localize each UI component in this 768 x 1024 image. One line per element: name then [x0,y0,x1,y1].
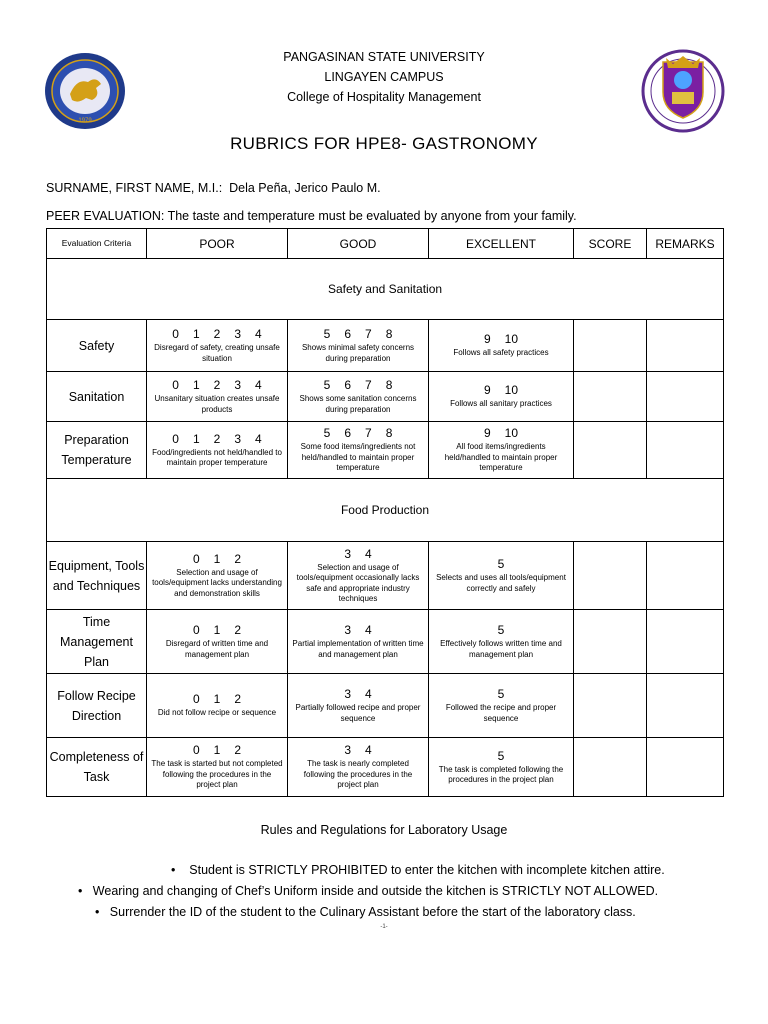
poor-description: Disregard of safety, creating unsafe situation [154,343,280,363]
score-value: 1 [213,551,221,566]
rubric-row [47,674,724,738]
good-cell [288,738,429,797]
poor-cell [147,422,288,479]
header-criteria: Evaluation Criteria [47,229,147,259]
poor-scores [147,432,287,446]
score-value: 0 [192,692,200,707]
score-value: 4 [365,546,372,561]
score-value: 4 [255,431,262,446]
score-value: 7 [365,327,372,341]
score-value: 0 [172,327,179,341]
score-value: 3 [344,623,351,637]
score-input-cell[interactable] [574,674,647,738]
good-cell [288,320,429,372]
score-value: 1 [192,431,200,446]
score-value: 2 [234,743,242,758]
good-scores [288,687,428,701]
name-label: SURNAME, FIRST NAME, M.I.: [46,181,223,195]
excellent-cell [429,320,574,372]
score-value: 2 [234,692,242,707]
rubric-row [47,610,724,674]
excellent-cell [429,422,574,479]
score-value: 6 [344,327,351,341]
score-value: 9 [483,383,491,398]
remarks-input-cell[interactable] [647,610,724,674]
excellent-scores [429,749,573,763]
rubric-row [47,542,724,610]
good-cell [288,674,429,738]
good-scores [288,743,428,757]
score-value: 7 [365,426,372,441]
campus-name: LINGAYEN CAMPUS [324,70,444,84]
rubric-row [47,422,724,479]
score-value: 2 [213,327,221,341]
criteria-cell: Completeness of Task [47,738,147,797]
criteria-cell: Sanitation [47,372,147,422]
criteria-cell: Equipment, Tools and Techniques [47,542,147,610]
excellent-description: Effectively follows written time and management plan [440,639,562,659]
poor-description: Selection and usage of tools/equipment lacks understanding and demonstration skills [152,567,282,598]
score-value: 4 [365,687,372,701]
excellent-scores [429,426,573,440]
score-value: 3 [344,546,351,561]
good-scores [288,426,428,440]
criteria-cell: Follow Recipe Direction [47,674,147,738]
score-input-cell[interactable] [574,610,647,674]
poor-scores [147,327,287,341]
header-remarks: REMARKS [647,229,724,259]
good-cell [288,610,429,674]
score-value: 5 [497,557,505,571]
student-name-line [46,181,381,195]
excellent-scores [429,623,573,637]
header-excellent: EXCELLENT [429,229,574,259]
excellent-scores [429,332,573,346]
score-value: 2 [234,551,242,566]
excellent-cell [429,610,574,674]
score-value: 1 [213,623,221,637]
poor-scores [147,623,287,637]
score-value: 3 [234,431,242,446]
excellent-description: All food items/ingredients held/handled to maintain proper temperature [444,442,558,473]
good-cell [288,422,429,479]
score-value: 5 [497,687,505,701]
excellent-description: The task is completed following the procedures in the project plan [438,764,564,784]
score-value: 1 [213,692,221,707]
score-value: 5 [323,378,331,392]
criteria-cell: Safety [47,320,147,372]
excellent-description: Follows all sanitary practices [450,399,552,409]
score-value: 9 [483,332,491,347]
score-value: 3 [234,327,242,341]
rubric-row [47,320,724,372]
poor-description: Unsanitary situation creates unsafe products [154,394,280,414]
poor-scores [147,692,287,706]
score-value: 5 [497,748,505,763]
section-title: Food Production [47,479,724,542]
good-scores [288,623,428,637]
page-number: -1- [380,924,388,930]
poor-scores [147,552,287,566]
poor-description: Did not follow recipe or sequence [157,708,277,718]
good-description: The task is nearly completed following the procedures in the project plan [303,759,413,790]
good-scores [288,327,428,341]
excellent-cell [429,674,574,738]
score-value: 6 [344,426,351,441]
score-value: 3 [344,687,351,701]
name-value: Dela Peña, Jerico Paulo M. [229,181,381,195]
peer-evaluation-line [46,209,577,223]
excellent-scores [429,557,573,571]
score-value: 8 [385,426,393,441]
good-description: Some food items/ingredients not held/handled to maintain proper temperature [300,442,416,473]
excellent-description: Follows all safety practices [453,348,549,358]
poor-description: Disregard of written time and management plan [165,639,269,659]
good-description: Partially followed recipe and proper sequence [295,703,421,723]
poor-cell [147,372,288,422]
score-value: 1 [192,378,200,392]
good-cell [288,372,429,422]
score-value: 5 [323,327,331,341]
score-value: 3 [234,378,242,392]
remarks-input-cell[interactable] [647,542,724,610]
header-poor: POOR [147,229,288,259]
document-header [0,47,768,107]
excellent-description: Followed the recipe and proper sequence [445,703,557,723]
score-value: 5 [323,426,331,441]
poor-cell [147,320,288,372]
criteria-cell: Preparation Temperature [47,422,147,479]
score-value: 10 [504,426,519,441]
score-value: 10 [504,383,519,398]
remarks-input-cell[interactable] [647,320,724,372]
good-description: Shows some sanitation concerns during preparation [299,394,417,414]
poor-cell [147,674,288,738]
score-input-cell[interactable] [574,542,647,610]
score-value: 2 [234,623,242,637]
excellent-description: Selects and uses all tools/equipment correctly and safely [436,573,566,593]
poor-scores [147,378,287,392]
peer-text: The taste and temperature must be evaluated by anyone from your family. [167,209,577,223]
score-value: 4 [365,623,372,637]
peer-label: PEER EVALUATION: [46,209,165,223]
score-value: 0 [192,623,200,637]
header-score: SCORE [574,229,647,259]
score-value: 0 [172,378,179,392]
svg-text:1979: 1979 [78,118,92,124]
criteria-cell: Time Management Plan [47,610,147,674]
good-description: Selection and usage of tools/equipment occasionally lacks safe and appropriate industry techniques [296,562,420,603]
score-value: 4 [255,327,262,341]
poor-cell [147,738,288,797]
excellent-cell [429,542,574,610]
score-input-cell[interactable] [574,422,647,479]
rule-item: • Student is STRICTLY PROHIBITED to enter the kitchen with incomplete kitchen attire. [171,863,665,877]
excellent-cell [429,372,574,422]
remarks-input-cell[interactable] [647,738,724,797]
remarks-input-cell[interactable] [647,422,724,479]
score-value: 7 [365,378,372,392]
rules-title: Rules and Regulations for Laboratory Usage [260,823,508,837]
rubric-row [47,372,724,422]
score-value: 1 [213,743,221,758]
score-value: 2 [213,431,221,446]
score-value: 8 [385,327,393,341]
rubric-row [47,738,724,797]
score-input-cell[interactable] [574,372,647,422]
score-value: 1 [192,327,200,341]
score-value: 9 [483,426,491,441]
poor-description: Food/ingredients not held/handled to maintain proper temperature [152,447,282,467]
score-value: 0 [192,743,200,758]
score-value: 8 [385,378,393,392]
excellent-cell [429,738,574,797]
university-name: PANGASINAN STATE UNIVERSITY [283,50,485,64]
college-name: College of Hospitality Management [287,90,481,104]
good-cell [288,542,429,610]
good-scores [288,378,428,392]
remarks-input-cell[interactable] [647,674,724,738]
score-value: 2 [213,378,221,392]
poor-cell [147,610,288,674]
score-value: 0 [172,431,179,446]
score-value: 0 [192,551,200,566]
score-value: 3 [344,743,351,758]
rule-item: • Surrender the ID of the student to the Culinary Assistant before the start of the laboratory class. [95,905,636,919]
score-input-cell[interactable] [574,320,647,372]
score-value: 6 [344,378,351,392]
score-input-cell[interactable] [574,738,647,797]
score-value: 4 [365,743,372,758]
excellent-scores [429,383,573,397]
score-value: 5 [497,623,505,637]
poor-description: The task is started but not completed following the procedures in the project plan [151,759,283,790]
section-title: Safety and Sanitation [47,259,724,320]
rule-item: • Wearing and changing of Chef’s Uniform inside and outside the kitchen is STRICTLY NOT ALLOWED. [78,884,659,898]
good-description: Shows minimal safety concerns during preparation [301,343,415,363]
remarks-input-cell[interactable] [647,372,724,422]
page-title: RUBRICS FOR HPE8- GASTRONOMY [230,134,538,153]
header-good: GOOD [288,229,429,259]
rubric-table [46,228,724,797]
good-scores [288,547,428,561]
score-value: 10 [504,332,519,347]
good-description: Partial implementation of written time and management plan [292,639,424,659]
poor-cell [147,542,288,610]
score-value: 4 [255,378,262,392]
excellent-scores [429,687,573,701]
poor-scores [147,743,287,757]
